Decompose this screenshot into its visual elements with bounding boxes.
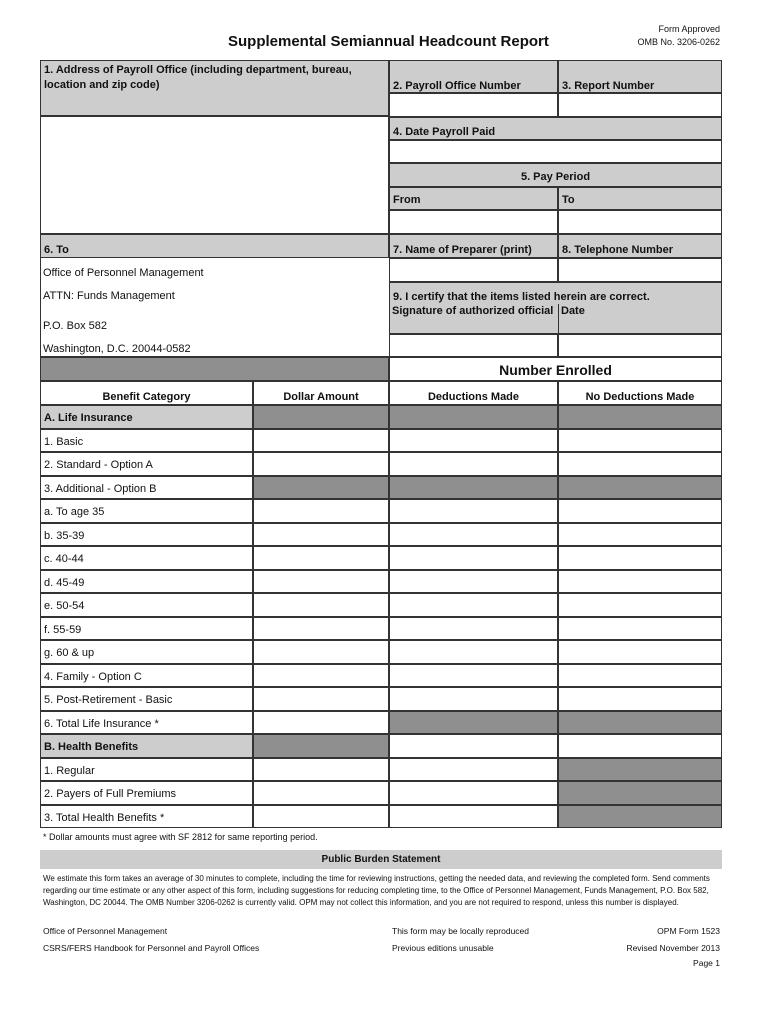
row-label: 2. Standard - Option A: [40, 452, 253, 476]
footer-handbook: CSRS/FERS Handbook for Personnel and Payroll Offices: [43, 943, 260, 953]
certify-date-input[interactable]: [558, 334, 722, 357]
preparer-name-input[interactable]: [389, 258, 558, 282]
deductions-made-input[interactable]: [389, 640, 558, 664]
signature-label: Signature of authorized official: [392, 305, 554, 317]
field-7-label: 7. Name of Preparer (print): [389, 234, 558, 258]
dollar-amount-input[interactable]: [253, 452, 389, 476]
form-approved: Form Approved: [658, 24, 720, 34]
field-1-label: 1. Address of Payroll Office (including department, bureau, location and zip code): [40, 60, 389, 116]
dollar-amount-input: [253, 476, 389, 500]
row-label: 1. Regular: [40, 758, 253, 782]
deductions-made-input[interactable]: [389, 593, 558, 617]
footer-reproduced: This form may be locally reproduced: [392, 926, 530, 936]
deductions-made-input[interactable]: [389, 805, 558, 829]
deductions-made-input[interactable]: [389, 734, 558, 758]
deductions-made-input[interactable]: [389, 429, 558, 453]
dollar-amount-input[interactable]: [253, 570, 389, 594]
signature-input[interactable]: [389, 334, 558, 357]
deductions-made-input: [389, 476, 558, 500]
row-label: 3. Additional - Option B: [40, 476, 253, 500]
no-deductions-made-input[interactable]: [558, 734, 722, 758]
deductions-made-input[interactable]: [389, 523, 558, 547]
footnote: * Dollar amounts must agree with SF 2812 for same reporting period.: [43, 832, 318, 842]
no-deductions-made-input[interactable]: [558, 664, 722, 688]
row-label: f. 55-59: [40, 617, 253, 641]
dollar-amount-input[interactable]: [253, 546, 389, 570]
footer-form-number: OPM Form 1523: [657, 926, 720, 936]
report-number-input[interactable]: [558, 93, 722, 117]
dollar-amount-input[interactable]: [253, 805, 389, 829]
blank-header-shade: [40, 357, 389, 381]
row-label: d. 45-49: [40, 570, 253, 594]
pay-period-from-input[interactable]: [389, 210, 558, 234]
form-title: Supplemental Semiannual Headcount Report: [228, 33, 549, 50]
address-line-1: Office of Personnel Management: [43, 267, 204, 279]
pay-period-to-input[interactable]: [558, 210, 722, 234]
col-deductions-made: Deductions Made: [389, 381, 558, 405]
no-deductions-made-input[interactable]: [558, 687, 722, 711]
col-benefit-category: Benefit Category: [40, 381, 253, 405]
pay-period-from-label: From: [389, 187, 558, 210]
payroll-office-number-input[interactable]: [389, 93, 558, 117]
row-label: b. 35-39: [40, 523, 253, 547]
burden-text: We estimate this form takes an average of 30 minutes to complete, including the time for reviewing instructions, getting the needed data, and reviewing the completed form. Send comments regarding our time estimate or any other aspect of this form, including suggestions for reducing completing time, to the Office of Personnel Management, Funds Management, P.O. Box 582, Washington, DC 20044. The OMB Number 3206-0262 is currently valid. OPM may not collect this information, and you are not required to respond, unless this number is displayed.: [43, 874, 710, 907]
row-label: e. 50-54: [40, 593, 253, 617]
field-3-label: 3. Report Number: [558, 60, 722, 93]
deductions-made-input: [389, 711, 558, 735]
col-dollar-amount: Dollar Amount: [253, 381, 389, 405]
no-deductions-made-input[interactable]: [558, 546, 722, 570]
dollar-amount-input[interactable]: [253, 499, 389, 523]
no-deductions-made-input: [558, 711, 722, 735]
col-no-deductions-made: No Deductions Made: [558, 381, 722, 405]
date-payroll-paid-input[interactable]: [389, 140, 722, 163]
no-deductions-made-input[interactable]: [558, 570, 722, 594]
dollar-amount-input[interactable]: [253, 617, 389, 641]
dollar-amount-input: [253, 734, 389, 758]
row-label: 2. Payers of Full Premiums: [40, 781, 253, 805]
footer-page: Page 1: [693, 958, 720, 968]
row-label: g. 60 & up: [40, 640, 253, 664]
no-deductions-made-input[interactable]: [558, 452, 722, 476]
footer-editions: Previous editions unusable: [392, 943, 494, 953]
no-deductions-made-input[interactable]: [558, 429, 722, 453]
deductions-made-input[interactable]: [389, 758, 558, 782]
row-label: 3. Total Health Benefits *: [40, 805, 253, 829]
address-line-2: ATTN: Funds Management: [43, 290, 175, 302]
deductions-made-input: [389, 405, 558, 429]
dollar-amount-input[interactable]: [253, 781, 389, 805]
burden-title: Public Burden Statement: [40, 850, 722, 869]
omb-number: OMB No. 3206-0262: [637, 37, 720, 47]
no-deductions-made-input[interactable]: [558, 499, 722, 523]
deductions-made-input[interactable]: [389, 452, 558, 476]
field-4-label: 4. Date Payroll Paid: [389, 117, 722, 140]
telephone-input[interactable]: [558, 258, 722, 282]
no-deductions-made-input[interactable]: [558, 593, 722, 617]
footer-office: Office of Personnel Management: [43, 926, 168, 936]
no-deductions-made-input[interactable]: [558, 640, 722, 664]
deductions-made-input[interactable]: [389, 499, 558, 523]
no-deductions-made-input: [558, 805, 722, 829]
no-deductions-made-input: [558, 405, 722, 429]
deductions-made-input[interactable]: [389, 687, 558, 711]
payroll-address-input[interactable]: [40, 116, 389, 234]
field-2-label: 2. Payroll Office Number: [389, 60, 558, 93]
field-5-label: 5. Pay Period: [389, 163, 722, 187]
dollar-amount-input: [253, 405, 389, 429]
dollar-amount-input[interactable]: [253, 758, 389, 782]
row-label: 5. Post-Retirement - Basic: [40, 687, 253, 711]
deductions-made-input[interactable]: [389, 617, 558, 641]
deductions-made-input[interactable]: [389, 664, 558, 688]
deductions-made-input[interactable]: [389, 546, 558, 570]
dollar-amount-input[interactable]: [253, 664, 389, 688]
no-deductions-made-input[interactable]: [558, 523, 722, 547]
row-label: A. Life Insurance: [40, 405, 253, 429]
row-label: 1. Basic: [40, 429, 253, 453]
row-label: a. To age 35: [40, 499, 253, 523]
field-8-label: 8. Telephone Number: [558, 234, 722, 258]
pay-period-to-label: To: [558, 187, 722, 210]
dollar-amount-input[interactable]: [253, 429, 389, 453]
row-label: 6. Total Life Insurance *: [40, 711, 253, 735]
number-enrolled-header: Number Enrolled: [389, 357, 722, 381]
address-line-3: P.O. Box 582: [43, 320, 108, 332]
dollar-amount-input[interactable]: [253, 523, 389, 547]
footer-revised: Revised November 2013: [626, 943, 720, 953]
row-label: B. Health Benefits: [40, 734, 253, 758]
date-label: Date: [561, 305, 585, 317]
deductions-made-input[interactable]: [389, 570, 558, 594]
dollar-amount-input[interactable]: [253, 687, 389, 711]
dollar-amount-input[interactable]: [253, 593, 389, 617]
certify-text: 9. I certify that the items listed herein are correct.: [393, 291, 650, 303]
dollar-amount-input[interactable]: [253, 711, 389, 735]
no-deductions-made-input: [558, 781, 722, 805]
no-deductions-made-input: [558, 476, 722, 500]
no-deductions-made-input: [558, 758, 722, 782]
row-label: c. 40-44: [40, 546, 253, 570]
address-line-4: Washington, D.C. 20044-0582: [43, 343, 191, 355]
no-deductions-made-input[interactable]: [558, 617, 722, 641]
dollar-amount-input[interactable]: [253, 640, 389, 664]
row-label: 4. Family - Option C: [40, 664, 253, 688]
field-6-label: 6. To: [40, 234, 389, 258]
deductions-made-input[interactable]: [389, 781, 558, 805]
